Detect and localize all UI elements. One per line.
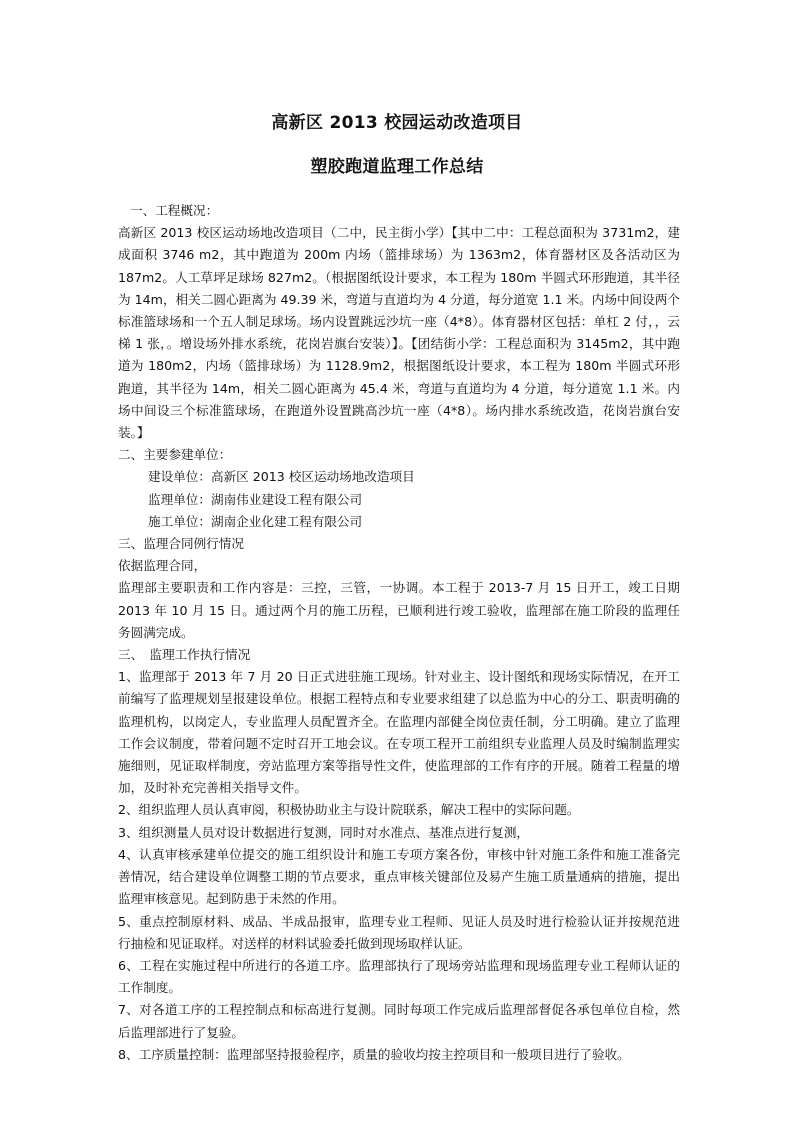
document-body bbox=[118, 200, 680, 1066]
list-item: 6、工程在实施过程中所进行的各道工序。监理部执行了现场旁站监理和现场监理专业工程师认证的工作制度。 bbox=[118, 957, 680, 996]
document-title: 高新区 2013 校园运动改造项目 bbox=[271, 113, 523, 133]
contractor-unit-line: 施工单位：湖南企业化建工程有限公司 bbox=[148, 513, 363, 529]
list-item: 4、认真审核承建单位提交的施工组织设计和施工专项方案各份，审核中针对施工条件和施工准备完善情况，结合建设单位调整工期的节点要求，重点审核关键部位及易产生施工质量通病的措施，提出监理审核意见。起到防患于未然的作用。 bbox=[118, 846, 680, 907]
section-heading-overview: 一、工程概况： bbox=[130, 203, 219, 218]
document-subtitle: 塑胶跑道监理工作总结 bbox=[310, 157, 484, 177]
duties-paragraph: 监理部主要职责和工作内容是：三控，三管，一协调。本工程于 2013-7 月 15 日开工，竣工日期 2013 年 10 月 15 日。通过两个月的施工历程，已顺利进行竣工验收，监理部在施工阶段的监理任务圆满完成。 bbox=[118, 580, 680, 640]
section-heading-contract: 三、监理合同例行情况 bbox=[118, 536, 244, 552]
list-item: 8、工序质量控制：监理部坚持报验程序，质量的验收均按主控项目和一般项目进行了验收。 bbox=[118, 1046, 630, 1062]
construction-unit-line: 建设单位：高新区 2013 校区运动场地改造项目 bbox=[148, 469, 415, 485]
section-heading-execution: 三、 监理工作执行情况 bbox=[118, 647, 251, 663]
supervision-unit-line: 监理单位：湖南伟业建设工程有限公司 bbox=[148, 491, 363, 507]
list-item: 3、组织测量人员对设计数据进行复测，同时对水准点、基准点进行复测， bbox=[118, 824, 530, 840]
list-item: 2、组织监理人员认真审阅，积极协助业主与设计院联系，解决工程中的实际问题。 bbox=[118, 802, 580, 818]
list-item: 7、对各道工序的工程控制点和标高进行复测。同时每项工作完成后监理部督促各承包单位自检，然后监理部进行了复验。 bbox=[118, 1002, 680, 1040]
list-item: 5、重点控制原材料、成品、半成品报审，监理专业工程师、见证人员及时进行检验认证并按规范进行抽检和见证取样。对送样的材料试验委托做到现场取样认证。 bbox=[118, 913, 680, 951]
section-heading-participants: 二、主要参建单位： bbox=[118, 447, 232, 463]
list-item: 1、监理部于 2013 年 7 月 20 日正式进驻施工现场。针对业主、设计图纸和现场实际情况，在开工前编写了监理规划呈报建设单位。根据工程特点和专业要求组建了以总监为中心的分工、职责明确的监理机构，以岗定人，专业监理人员配置齐全。在监理内部健全岗位责任制，分工明确。建立了监理工作会议制度，带着问题不定时召开工地会议。在专项工程开工前组织专业监理人员及时编制监理实施细则，见证取样制度，旁站监理方案等指导性文件，使监理部的工作有序的开展。随着工程量的增加，及时补充完善相关指导文件。 bbox=[118, 669, 680, 796]
overview-paragraph: 高新区 2013 校区运动场地改造项目（二中，民主街小学）【其中二中：工程总面积为 3731m2，建成面积 3746 m2，其中跑道为 200m 内场（篮排球场）为 1363m2，体育器材区及各活动区为 187m2。人工草坪足球场 827m2。（根据图纸设计要求，本工程为 180m 半圆式环形跑道，其半径为 14m，相关二圆心距离为 49.39 米，弯道与直道均为 4 分道，每分道宽 1.1 米。内场中间设两个标准篮球场和一个五人制足球场。场内设置跳远沙坑一座（4*8）。体育器材区包括：单杠 2 付，，云梯 1 张，。增设场外排水系统，花岗岩旗台安装）】。【团结街小学：工程总面积为 3145m2，其中跑道为 180m2，内场（篮排球场）为 1128.9m2，根据图纸设计要求，本工程为 180m 半圆式环形跑道，其半径为 14m，相关二圆心距离为 45.4 米，弯道与直道均为 4 分道，每分道宽 1.1 米。内场中间设三个标准篮球场，在跑道外设置跳高沙坑一座（4*8）。场内排水系统改造，花岗岩旗台安装。】 bbox=[118, 225, 680, 441]
contract-line: 依据监理合同， bbox=[118, 558, 207, 574]
